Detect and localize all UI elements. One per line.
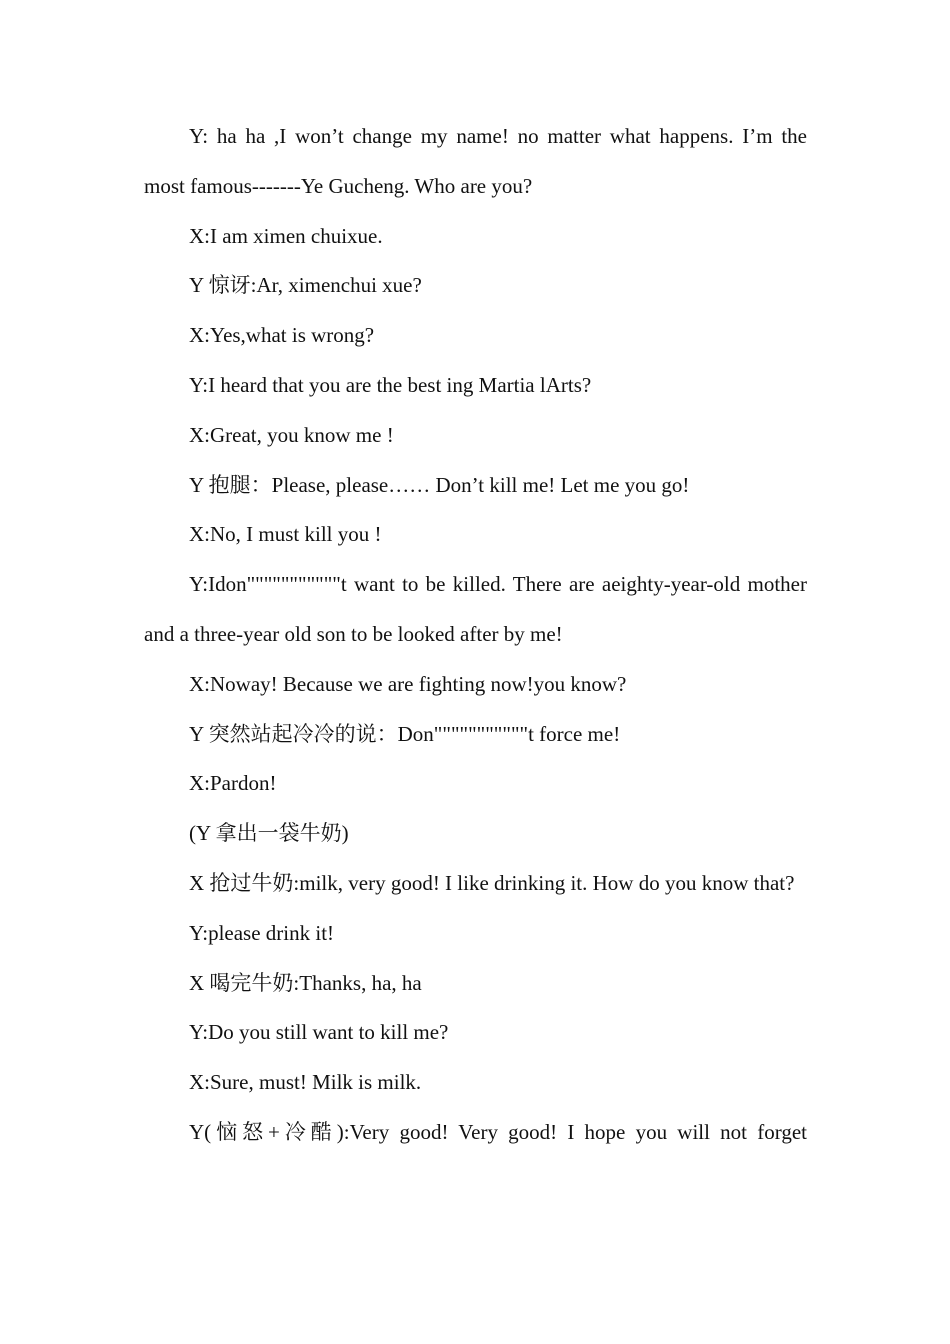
paragraph-9: Y:Idon"""""""""""t want to be killed. There are aeighty-year-old mother and a three-year old son to be looked after by me! [144, 572, 807, 646]
paragraph-17: Y:Do you still want to kill me? [189, 1020, 449, 1045]
paragraph-8: X:No, I must kill you ! [189, 522, 382, 547]
paragraph-11: Y 突然站起冷冷的说：Don"""""""""""t force me! [189, 721, 621, 746]
paragraph-3: Y 惊讶:Ar, ximenchui xue? [189, 273, 422, 298]
paragraph-6: X:Great, you know me ! [189, 422, 394, 447]
paragraph-1: Y: ha ha ,I won’t change my name! no matter what happens. I’m the most famous-------Ye Gucheng. Who are you? [144, 124, 807, 198]
paragraph-18: X:Sure, must! Milk is milk. [189, 1070, 422, 1095]
paragraph-16: X 喝完牛奶:Thanks, ha, ha [189, 970, 422, 995]
paragraph-10: X:Noway! Because we are fighting now!you know? [189, 671, 627, 696]
paragraph-15: Y:please drink it! [189, 920, 335, 945]
paragraph-14: X 抢过牛奶:milk, very good! I like drinking it. How do you know that? [189, 870, 795, 895]
paragraph-7: Y 抱腿：Please, please…… Don’t kill me! Let me you go! [189, 472, 690, 497]
paragraph-19: Y(恼怒+冷酷):Very good! Very good! I hope you will not forget [189, 1119, 807, 1144]
paragraph-4: X:Yes,what is wrong? [189, 323, 375, 348]
paragraph-5: Y:I heard that you are the best ing Martia lArts? [189, 372, 592, 397]
dialogue-text [144, 112, 807, 1158]
paragraph-12: X:Pardon! [189, 771, 277, 796]
paragraph-2: X:I am ximen chuixue. [189, 223, 383, 248]
paragraph-13: (Y 拿出一袋牛奶) [189, 821, 349, 846]
